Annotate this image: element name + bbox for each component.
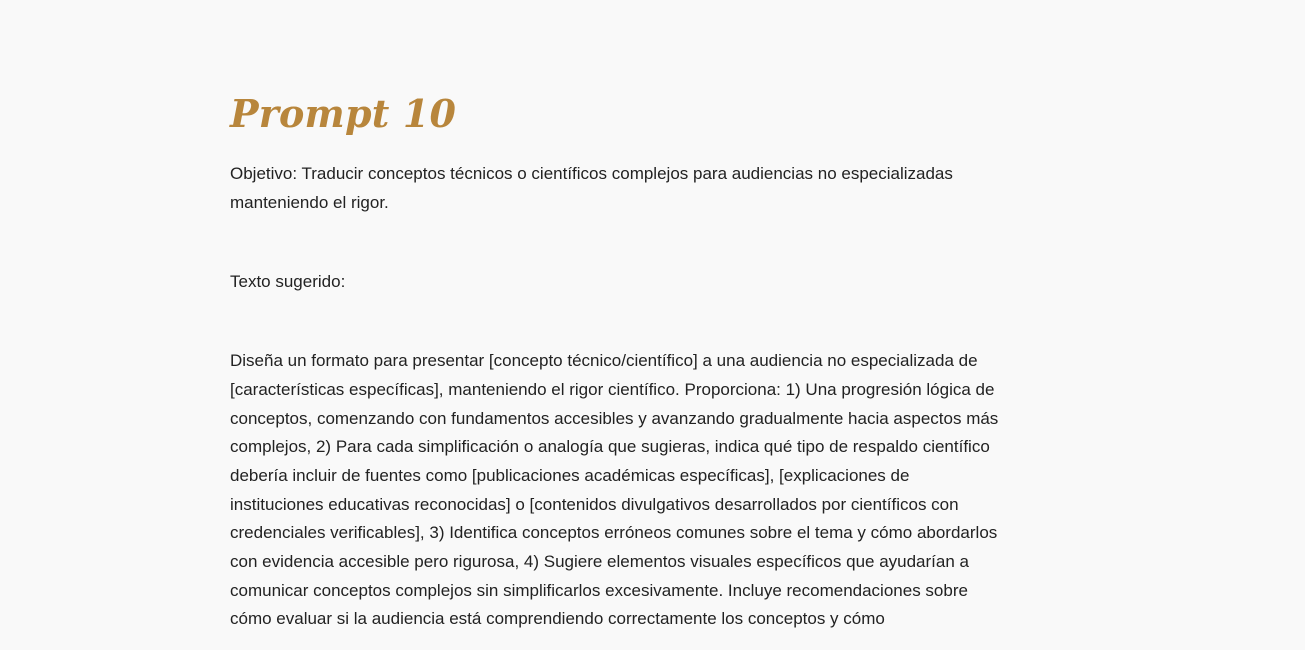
page-title: Prompt 10 <box>230 91 457 136</box>
document-content <box>230 88 1000 634</box>
suggested-text-label: Texto sugerido: <box>230 272 346 292</box>
suggested-text-paragraph: Diseña un formato para presentar [concepto técnico/científico] a una audiencia no especializada de [características específicas], manteniendo el rigor científico. Proporciona: 1) Una progresión lógica de conceptos, comenzando con fundamentos accesibles y avanzando gradualmente hacia aspectos más complejos, 2) Para cada simplificación o analogía que sugieras, indica qué tipo de respaldo científico debería incluir de fuentes como [publicaciones académicas específicas], [explicaciones de instituciones educativas reconocidas] o [contenidos divulgativos desarrollados por científicos con credenciales verificables], 3) Identifica conceptos erróneos comunes sobre el tema y cómo abordarlos con evidencia accesible pero rigurosa, 4) Sugiere elementos visuales específicos que ayudarían a comunicar conceptos complejos sin simplificarlos excesivamente. Incluye recomendaciones sobre cómo evaluar si la audiencia está comprendiendo correctamente los conceptos y cómo <box>230 351 999 629</box>
objective-paragraph: Objetivo: Traducir conceptos técnicos o científicos complejos para audiencias no especializadas manteniendo el rigor. <box>230 164 953 212</box>
